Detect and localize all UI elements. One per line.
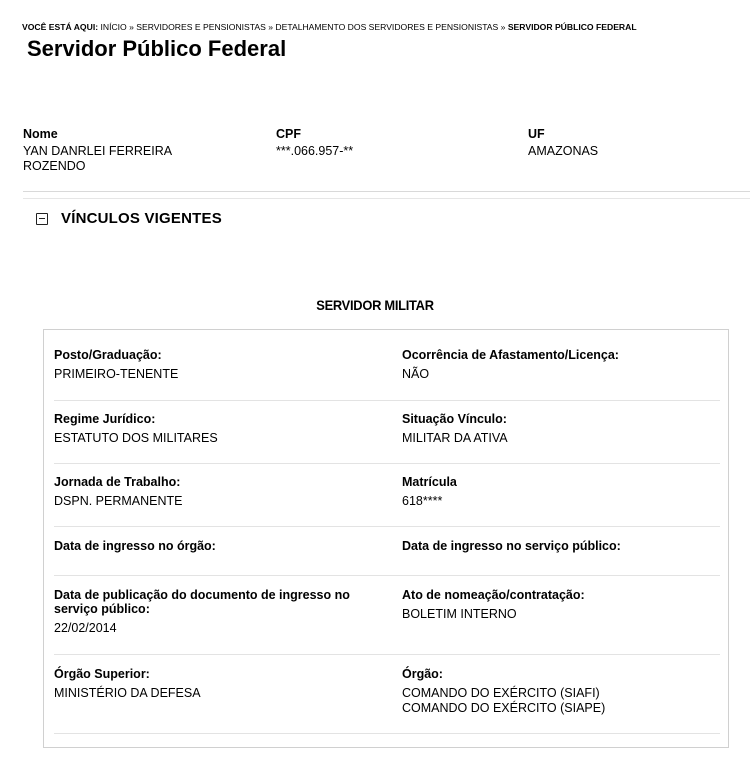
servidor-card: [43, 329, 729, 748]
field-label: Posto/Graduação:: [54, 348, 162, 362]
field-label: Órgão:: [402, 667, 443, 681]
breadcrumb-prefix: VOCÊ ESTÁ AQUI:: [22, 22, 99, 32]
field-label: Ato de nomeação/contratação:: [402, 588, 585, 602]
nome-label: Nome: [23, 127, 58, 141]
nome-value: YAN DANRLEI FERREIRA ROZENDO: [23, 144, 172, 173]
field-label: Data de ingresso no serviço público:: [402, 539, 621, 553]
card-row: [54, 667, 720, 734]
card-row: [54, 539, 720, 576]
collapse-icon[interactable]: [36, 213, 48, 225]
field-label: Ocorrência de Afastamento/Licença:: [402, 348, 619, 362]
field-label: Data de ingresso no órgão:: [54, 539, 216, 553]
uf-label: UF: [528, 127, 545, 141]
field-value: NÃO: [402, 367, 430, 381]
field-regime: [54, 412, 218, 446]
field-ingresso-servico: [402, 539, 621, 553]
field-label: Situação Vínculo:: [402, 412, 507, 426]
field-orgao-superior: [54, 667, 201, 701]
field-matricula: [402, 475, 457, 509]
field-situacao: [402, 412, 508, 446]
field-value: PRIMEIRO-TENENTE: [54, 367, 179, 381]
divider: [23, 191, 750, 192]
divider: [23, 198, 750, 199]
cpf-value: ***.066.957-**: [276, 144, 354, 158]
field-value: BOLETIM INTERNO: [402, 607, 517, 621]
breadcrumb: [22, 22, 637, 32]
field-value: MILITAR DA ATIVA: [402, 431, 508, 445]
field-value: 22/02/2014: [54, 621, 117, 635]
page-title: Servidor Público Federal: [27, 36, 287, 61]
field-label: Data de publicação do documento de ingresso no serviço público:: [54, 588, 350, 616]
person-info: [23, 127, 750, 187]
cpf-label: CPF: [276, 127, 301, 141]
field-orgao: [402, 667, 605, 716]
card-row: [54, 348, 720, 401]
field-value: ESTATUTO DOS MILITARES: [54, 431, 218, 445]
uf-block: [528, 127, 598, 159]
field-value: COMANDO DO EXÉRCITO (SIAFI): [402, 686, 600, 700]
breadcrumb-current: SERVIDOR PÚBLICO FEDERAL: [507, 22, 637, 32]
card-row: [54, 412, 720, 464]
field-label: Matrícula: [402, 475, 457, 489]
card-row: [54, 475, 720, 527]
field-label: Órgão Superior:: [54, 667, 150, 681]
field-value: MINISTÉRIO DA DEFESA: [54, 686, 201, 700]
field-label: Jornada de Trabalho:: [54, 475, 181, 489]
uf-value: AMAZONAS: [528, 144, 599, 158]
field-value: DSPN. PERMANENTE: [54, 494, 183, 508]
field-afastamento: [402, 348, 619, 382]
nome-block: [23, 127, 223, 174]
field-value: 618****: [402, 494, 443, 508]
field-ingresso-orgao: [54, 539, 216, 553]
vinculos-vigentes-toggle[interactable]: [36, 210, 222, 227]
field-posto: [54, 348, 178, 382]
cpf-block: [276, 127, 353, 159]
field-publicacao: [54, 588, 384, 636]
breadcrumb-path[interactable]: INÍCIO » SERVIDORES E PENSIONISTAS » DETALHAMENTO DOS SERVIDORES E PENSIONISTAS »: [100, 22, 506, 32]
field-jornada: [54, 475, 183, 509]
field-ato-nomeacao: [402, 588, 585, 622]
field-label: Regime Jurídico:: [54, 412, 156, 426]
card-row: [54, 588, 720, 655]
field-value: COMANDO DO EXÉRCITO (SIAPE): [402, 701, 606, 715]
card-title: SERVIDOR MILITAR: [316, 297, 434, 313]
section-title[interactable]: VÍNCULOS VIGENTES: [61, 210, 222, 227]
